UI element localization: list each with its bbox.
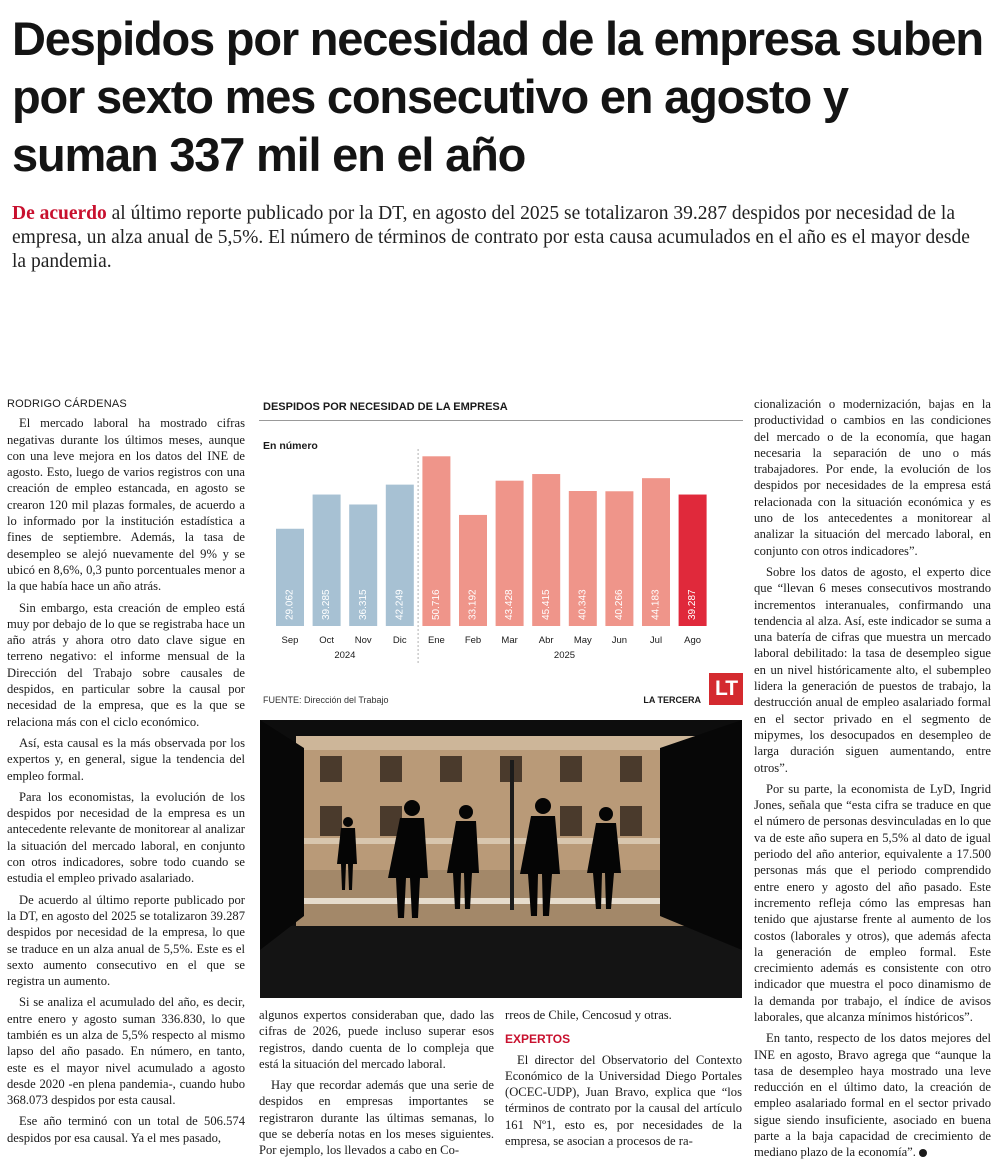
data-label-abr: 45.415: [540, 589, 552, 620]
photo-left-gate: [260, 720, 304, 950]
data-label-may: 40.343: [577, 589, 589, 620]
column-2: [259, 1007, 494, 1164]
x-tick-ago: Ago: [684, 635, 702, 646]
data-label-nov: 36.315: [357, 589, 369, 620]
chart-title: DESPIDOS POR NECESIDAD DE LA EMPRESA: [263, 401, 508, 413]
photo-lamp-post: [510, 760, 514, 910]
x-tick-sep: Sep: [281, 635, 299, 646]
paragraph: Ese año terminó con un total de 506.574 despidos por esa causal. Ya el mes pasado,: [7, 1114, 245, 1145]
lede-kicker: De acuerdo: [12, 203, 107, 224]
x-tick-jul: Jul: [649, 635, 663, 646]
byline: RODRIGO CÁRDENAS: [7, 398, 127, 410]
x-tick-may: May: [573, 635, 592, 646]
paragraph: Por su parte, la economista de LyD, Ingrid Jones, señala que “esta cifra se traduce en que el número de personas desvinculadas en lo que va de este año supera en 5,5% al dato de igual periodo del año anterior, equivalente a 17.500 personas más que el periodo comprendido entre enero y agosto del año pasado. Este incremento refleja cómo las empresas han tenido que ajustarse frente al aumento de los costos (laborales y otros), que además afecta la generación de empleo formal. Este crecimiento además es consistente con otro indicador que muestra el poco dinamismo de la demanda por trabajo, el índice de avisos laborales, que alcanza mínimos históricos”.: [754, 781, 991, 1024]
column-1: [7, 396, 245, 1151]
photo-right-gate: [660, 720, 742, 950]
x-tick-mar: Mar: [501, 635, 518, 646]
year-label-2024: 2024: [334, 650, 356, 661]
data-label-ene: 50.716: [431, 589, 443, 620]
paragraph-text: En tanto, respecto de los datos mejores del INE en agosto, Bravo agrega que “aunque la tasa de desempleo haya mostrado una leve reducción en el último dato, la creación de empleo asalariado formal en el sector privado sigue siendo insuficiente, asociado en buena parte a la baja capacidad de crecimiento de mediano plazo de la economía”.: [754, 1031, 991, 1160]
paragraph: cionalización o modernización, bajas en la productividad o cambios en las condiciones del mercado o de la economía, que hagan necesaria la separación de uno o más trabajadores. Por ende, la evolución de los despidos por necesidades de la empresa está relacionada con la situación económica y es uno de los antecedentes a monitorear al analizar la situación del mercado laboral, en conjunto con otros indicadores”.: [754, 397, 991, 558]
chart-source: FUENTE: Dirección del Trabajo: [263, 695, 389, 705]
paragraph: algunos expertos consideraban que, dado las cifras de 2026, puede incluso superar esos registros, dando cuenta de lo compleja que está la situación del mercado laboral.: [259, 1008, 494, 1071]
lede-text: al último reporte publicado por la DT, en agosto del 2025 se totalizaron 39.287 despidos por necesidad de la empresa, un alza anual de 5,5%. El número de términos de contrato por esta causa acumulados en el año es el mayor desde la pandemia.: [12, 203, 970, 272]
x-tick-dic: Dic: [392, 635, 407, 646]
x-tick-ene: Ene: [427, 635, 445, 646]
paragraph: Sin embargo, esta creación de empleo está muy por debajo de lo que se registraba hace un año atrás y ahora otro dato clave sigue en terreno negativo: el informe mensual de la Dirección del Trabajo sobre causales de despidos, en particular sobre la causal por necesidad de la empresa, que es la que se relaciona más con el ciclo económico.: [7, 600, 245, 729]
paragraph: El mercado laboral ha mostrado cifras negativas durante los últimos meses, aunque con una leve mejora en los datos del INE de agosto. Esto, luego de varios registros con una creación de empleo estancada, en agosto se crearon 120 mil plazas formales, de acuerdo a lo informado por la institución estadística a fines de septiembre. Además, la tasa de desempleo se alejó nuevamente del 9% y se ubicó en 8,6%, 0,3 punto porcentuales menor a la que había hace un año atrás.: [7, 416, 245, 594]
paragraph: Para los economistas, la evolución de los despidos por necesidad de la empresa es un antecedente relevante de monitorear al analizar la situación del mercado laboral, en conjunto con otros indicadores, sobre todo cuando se estudia el empleo privado asalariado.: [7, 789, 245, 886]
data-label-mar: 43.428: [504, 589, 516, 620]
year-label-2025: 2025: [553, 650, 576, 661]
photo-silhouettes-in-passage: [260, 720, 742, 998]
x-tick-abr: Abr: [538, 635, 554, 646]
paragraph: De acuerdo al último reporte publicado por la DT, en agosto del 2025 se totalizaron 39.287 despidos por necesidad de la empresa, lo que se traduce en un alza anual de 5,5%. Este es el sexto aumento consecutivo en el que se registra un aumento.: [7, 892, 245, 989]
paragraph: Sobre los datos de agosto, el experto dice que “llevan 6 meses consecutivos mostrando incrementos interanuales, confirmando una tendencia al alza. Así, este indicador se suma a una batería de cifras que muestra un mercado laboral debilitado: la tasa de desempleo sigue en un nivel históricamente alto, el subempleo lidera la generación de puestos de trabajo, la destrucción anual de empleo asalariado formal en el sector privado en el segmento de mipymes, los desocupados en desempleo de larga duración siguen aumentando, entre otros”.: [754, 564, 991, 775]
end-of-article-icon: [919, 1149, 927, 1157]
bar-chart: [259, 397, 743, 711]
x-tick-jun: Jun: [611, 635, 628, 646]
x-tick-oct: Oct: [319, 635, 334, 646]
x-tick-nov: Nov: [354, 635, 372, 646]
data-label-feb: 33.192: [467, 589, 479, 620]
paragraph: Si se analiza el acumulado del año, es decir, entre enero y agosto suman 336.830, lo que también es un alza de 5,5% respecto al mismo lapso del año pasado. En número, en tanto, este es el mayor nivel acumulado a agosto desde 2020 -en plena pandemia-, cuando hubo 368.073 despidos por esta causal.: [7, 995, 245, 1108]
data-label-ago: 39.287: [687, 589, 699, 620]
paragraph: Hay que recordar además que una serie de despidos en empresas importantes se registraron durante las últimas semanas, lo que se debería notas en los meses siguientes. Por ejemplo, los llevados a cabo en Co-: [259, 1078, 494, 1158]
data-label-dic: 42.249: [394, 589, 406, 620]
brand-name: LA TERCERA: [643, 695, 701, 705]
y-axis-label: En número: [263, 440, 318, 452]
lede: [12, 202, 988, 274]
headline: Despidos por necesidad de la empresa suben por sexto mes consecutivo en agosto y suman 337 mil en el año: [12, 12, 983, 181]
subhead-expertos: EXPERTOS: [505, 1032, 571, 1047]
photo-light-floor: [296, 898, 701, 904]
chart-plot: [259, 397, 743, 697]
paragraph: Así, esta causal es la más observada por los expertos y, en general, sigue la tendencia del empleo formal.: [7, 735, 245, 783]
x-tick-feb: Feb: [464, 635, 482, 646]
paragraph: rreos de Chile, Cencosud y otras.: [505, 1008, 672, 1022]
paragraph: El director del Observatorio del Contexto Económico de la Universidad Diego Portales (OCEC-UDP), Juan Bravo, explica que “los términos de contrato por la causal del artículo 161 Nº1, esto es, por necesidades de la empresa, se asocian a procesos de ra-: [505, 1052, 742, 1149]
column-4: [754, 396, 991, 1166]
paragraph: [754, 1030, 991, 1160]
data-label-sep: 29.062: [284, 589, 296, 620]
data-label-jul: 44.183: [650, 589, 662, 620]
data-label-oct: 39.285: [321, 589, 333, 620]
data-label-jun: 40.266: [614, 589, 626, 620]
column-3: [505, 1007, 742, 1154]
la-tercera-logo: LT: [709, 673, 743, 705]
